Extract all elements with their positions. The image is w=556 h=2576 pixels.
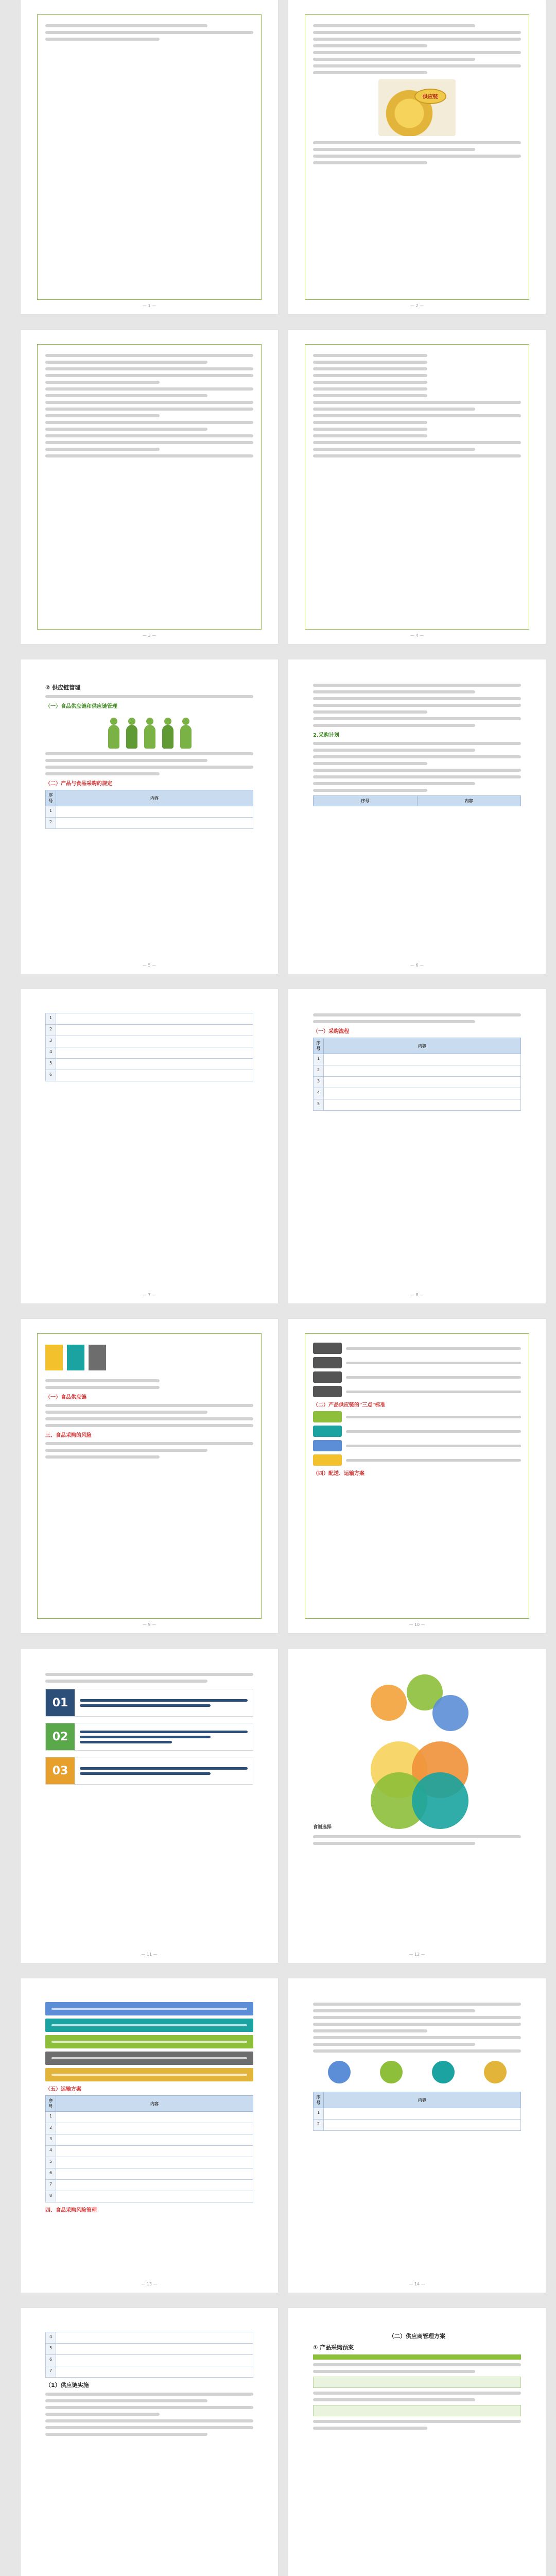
section-heading: 四、食品采购风险管理	[45, 2208, 97, 2213]
section-heading: （二）产品供应链的"三点"标准	[313, 1402, 386, 1408]
section-heading: （1）供应链实施	[45, 2382, 89, 2388]
section-heading: （五）运输方案	[45, 2087, 81, 2092]
people-illustration	[98, 713, 201, 749]
supply-chain-tag: 供应链	[414, 89, 446, 104]
step-block: 03	[45, 1757, 253, 1785]
flower-diagram	[350, 1669, 484, 1824]
section-heading: 2.采购计划	[313, 733, 339, 738]
page-12	[288, 1649, 546, 1963]
step-block: 02	[45, 1723, 253, 1751]
page-number: — 11 —	[141, 1952, 158, 1957]
content-table: 序号 内容	[313, 795, 521, 806]
page-number: — 2 —	[410, 303, 424, 308]
page-16	[288, 2308, 546, 2576]
page-number: — 12 —	[409, 1952, 425, 1957]
page-14	[288, 1978, 546, 2293]
section-heading: （一）食品供应链	[45, 1395, 86, 1400]
section-title: ② 供应链管理	[45, 684, 81, 691]
page-number: — 7 —	[142, 1293, 157, 1297]
content-table: 4 5 6 7	[45, 2332, 253, 2378]
page-number: — 3 —	[142, 633, 157, 638]
section-heading: 三、食品采购的风险	[45, 1433, 92, 1438]
page-8	[288, 989, 546, 1303]
flag-illustration	[45, 1345, 106, 1370]
page-number: — 10 —	[409, 1622, 425, 1627]
page-number: — 9 —	[142, 1622, 157, 1627]
diagram-label: 食谱选择	[313, 1825, 332, 1830]
content-table: 序号 内容 1 2	[313, 2092, 521, 2131]
content-table: 序号 内容 1 2	[45, 790, 253, 829]
page-7	[21, 989, 278, 1303]
section-heading: （一）食品供应链和供应链管理	[45, 704, 117, 709]
page-4	[288, 330, 546, 644]
page-number: — 6 —	[410, 963, 424, 968]
page-number: — 1 —	[142, 303, 157, 308]
page-6	[288, 659, 546, 974]
content-table: 序号 内容 1 2 3 4 5	[313, 1038, 521, 1111]
page-number: — 5 —	[142, 963, 157, 968]
section-title: （二）供应商管理方案	[389, 2333, 445, 2340]
supply-chain-photo	[378, 79, 456, 136]
icon-row	[313, 2061, 521, 2083]
section-heading: （二）产品与食品采购的规定	[45, 781, 112, 787]
section-heading: （一）采购流程	[313, 1029, 349, 1035]
page-10	[288, 1319, 546, 1633]
page-5	[21, 659, 278, 974]
page-11	[21, 1649, 278, 1963]
content-table: 1 2 3 4 5 6	[45, 1013, 253, 1081]
section-heading: （四）配送、运输方案	[313, 1471, 364, 1477]
page-13	[21, 1978, 278, 2293]
step-block: 01	[45, 1689, 253, 1717]
page-number: — 14 —	[409, 2282, 425, 2286]
page-1	[21, 0, 278, 314]
page-2	[288, 0, 546, 314]
content-table: 序号 内容 1 2 3 4 5 6 7 8	[45, 2095, 253, 2202]
page-number: — 8 —	[410, 1293, 424, 1297]
page-15	[21, 2308, 278, 2576]
page-number: — 4 —	[410, 633, 424, 638]
page-number: — 13 —	[141, 2282, 158, 2286]
section-heading: ① 产品采购预案	[313, 2344, 354, 2351]
page-9	[21, 1319, 278, 1633]
green-header-bar	[313, 2354, 521, 2360]
page-3	[21, 330, 278, 644]
